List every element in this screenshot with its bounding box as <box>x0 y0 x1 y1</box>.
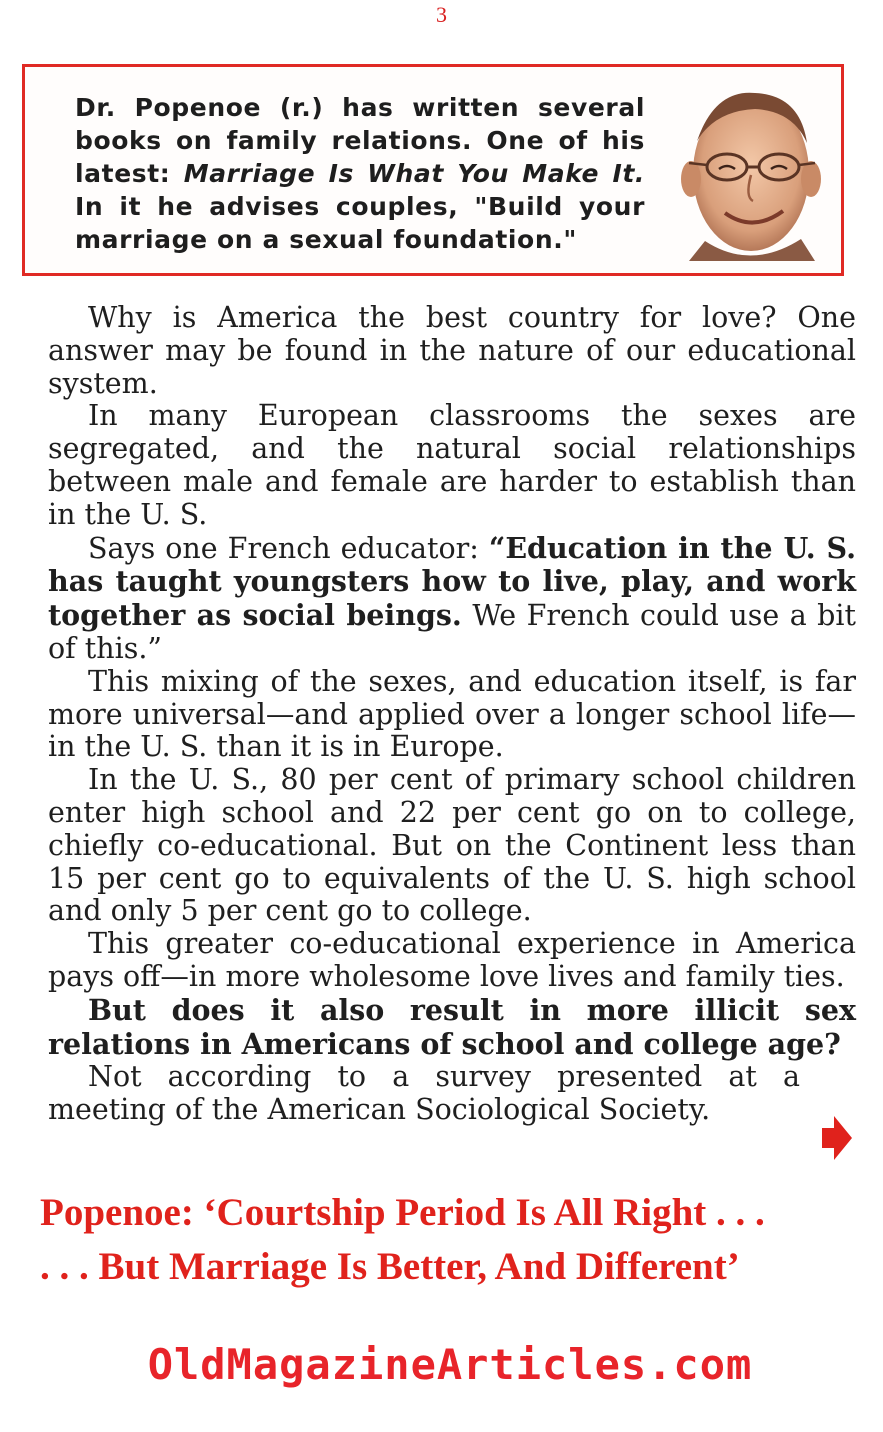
photo-caption <box>75 91 645 256</box>
headline-line-1: Popenoe: ‘Courtship Period Is All Right . . . <box>40 1191 765 1234</box>
caption-text-before: Dr. Popenoe (r.) has written several books on family relations. One of his latest: <box>75 93 645 188</box>
caption-text-after: In it he advises couples, "Build your marriage on a sexual foundation." <box>75 192 645 254</box>
headline-line-2: . . . But Marriage Is Better, And Different’ <box>40 1245 740 1288</box>
popenoe-portrait-photo <box>675 81 825 261</box>
continue-arrow-icon <box>818 1112 856 1164</box>
photo-caption-box <box>22 64 844 276</box>
paragraph-3-rest: We French could use a bit of this.” <box>48 599 856 665</box>
paragraph-1: Why is America the best country for love? One answer may be found in the nature of our educational system. <box>48 301 856 400</box>
paragraph-4: This mixing of the sexes, and education itself, is far more universal—and applied over a longer school life—in the U. S. than it is in Europe. <box>48 664 856 764</box>
paragraph-6: This greater co-educational experience in America pays off—in more wholesome love lives and family ties. <box>48 927 856 993</box>
paragraph-3 <box>48 532 856 666</box>
question-bold: But does it also result in more illicit sex relations in Americans of school and college age? <box>48 992 856 1061</box>
paragraph-8: Not according to a survey presented at a meeting of the American Sociological Society. <box>48 1060 800 1127</box>
site-watermark: OldMagazineArticles.com <box>147 1340 753 1389</box>
paragraph-7 <box>48 994 856 1062</box>
paragraph-3-intro: Says one French educator: <box>88 531 489 565</box>
paragraph-2: In many European classrooms the sexes are segregated, and the natural social relationships between male and female are harder to establish than in the U. S. <box>48 399 856 531</box>
educator-quote: “Education in the U. S. has taught youngsters how to live, play, and work together as social beings. <box>48 530 856 633</box>
book-title: Marriage Is What You Make It. <box>183 159 645 188</box>
article-body <box>48 302 856 1127</box>
page-number: 3 <box>436 2 447 27</box>
paragraph-5: In the U. S., 80 per cent of primary school children enter high school and 22 per cent go on to college, chiefly co-educational. But on the Continent less than 15 per cent go to equivalents of the U. S. high school and only 5 per cent go to college. <box>48 763 856 928</box>
